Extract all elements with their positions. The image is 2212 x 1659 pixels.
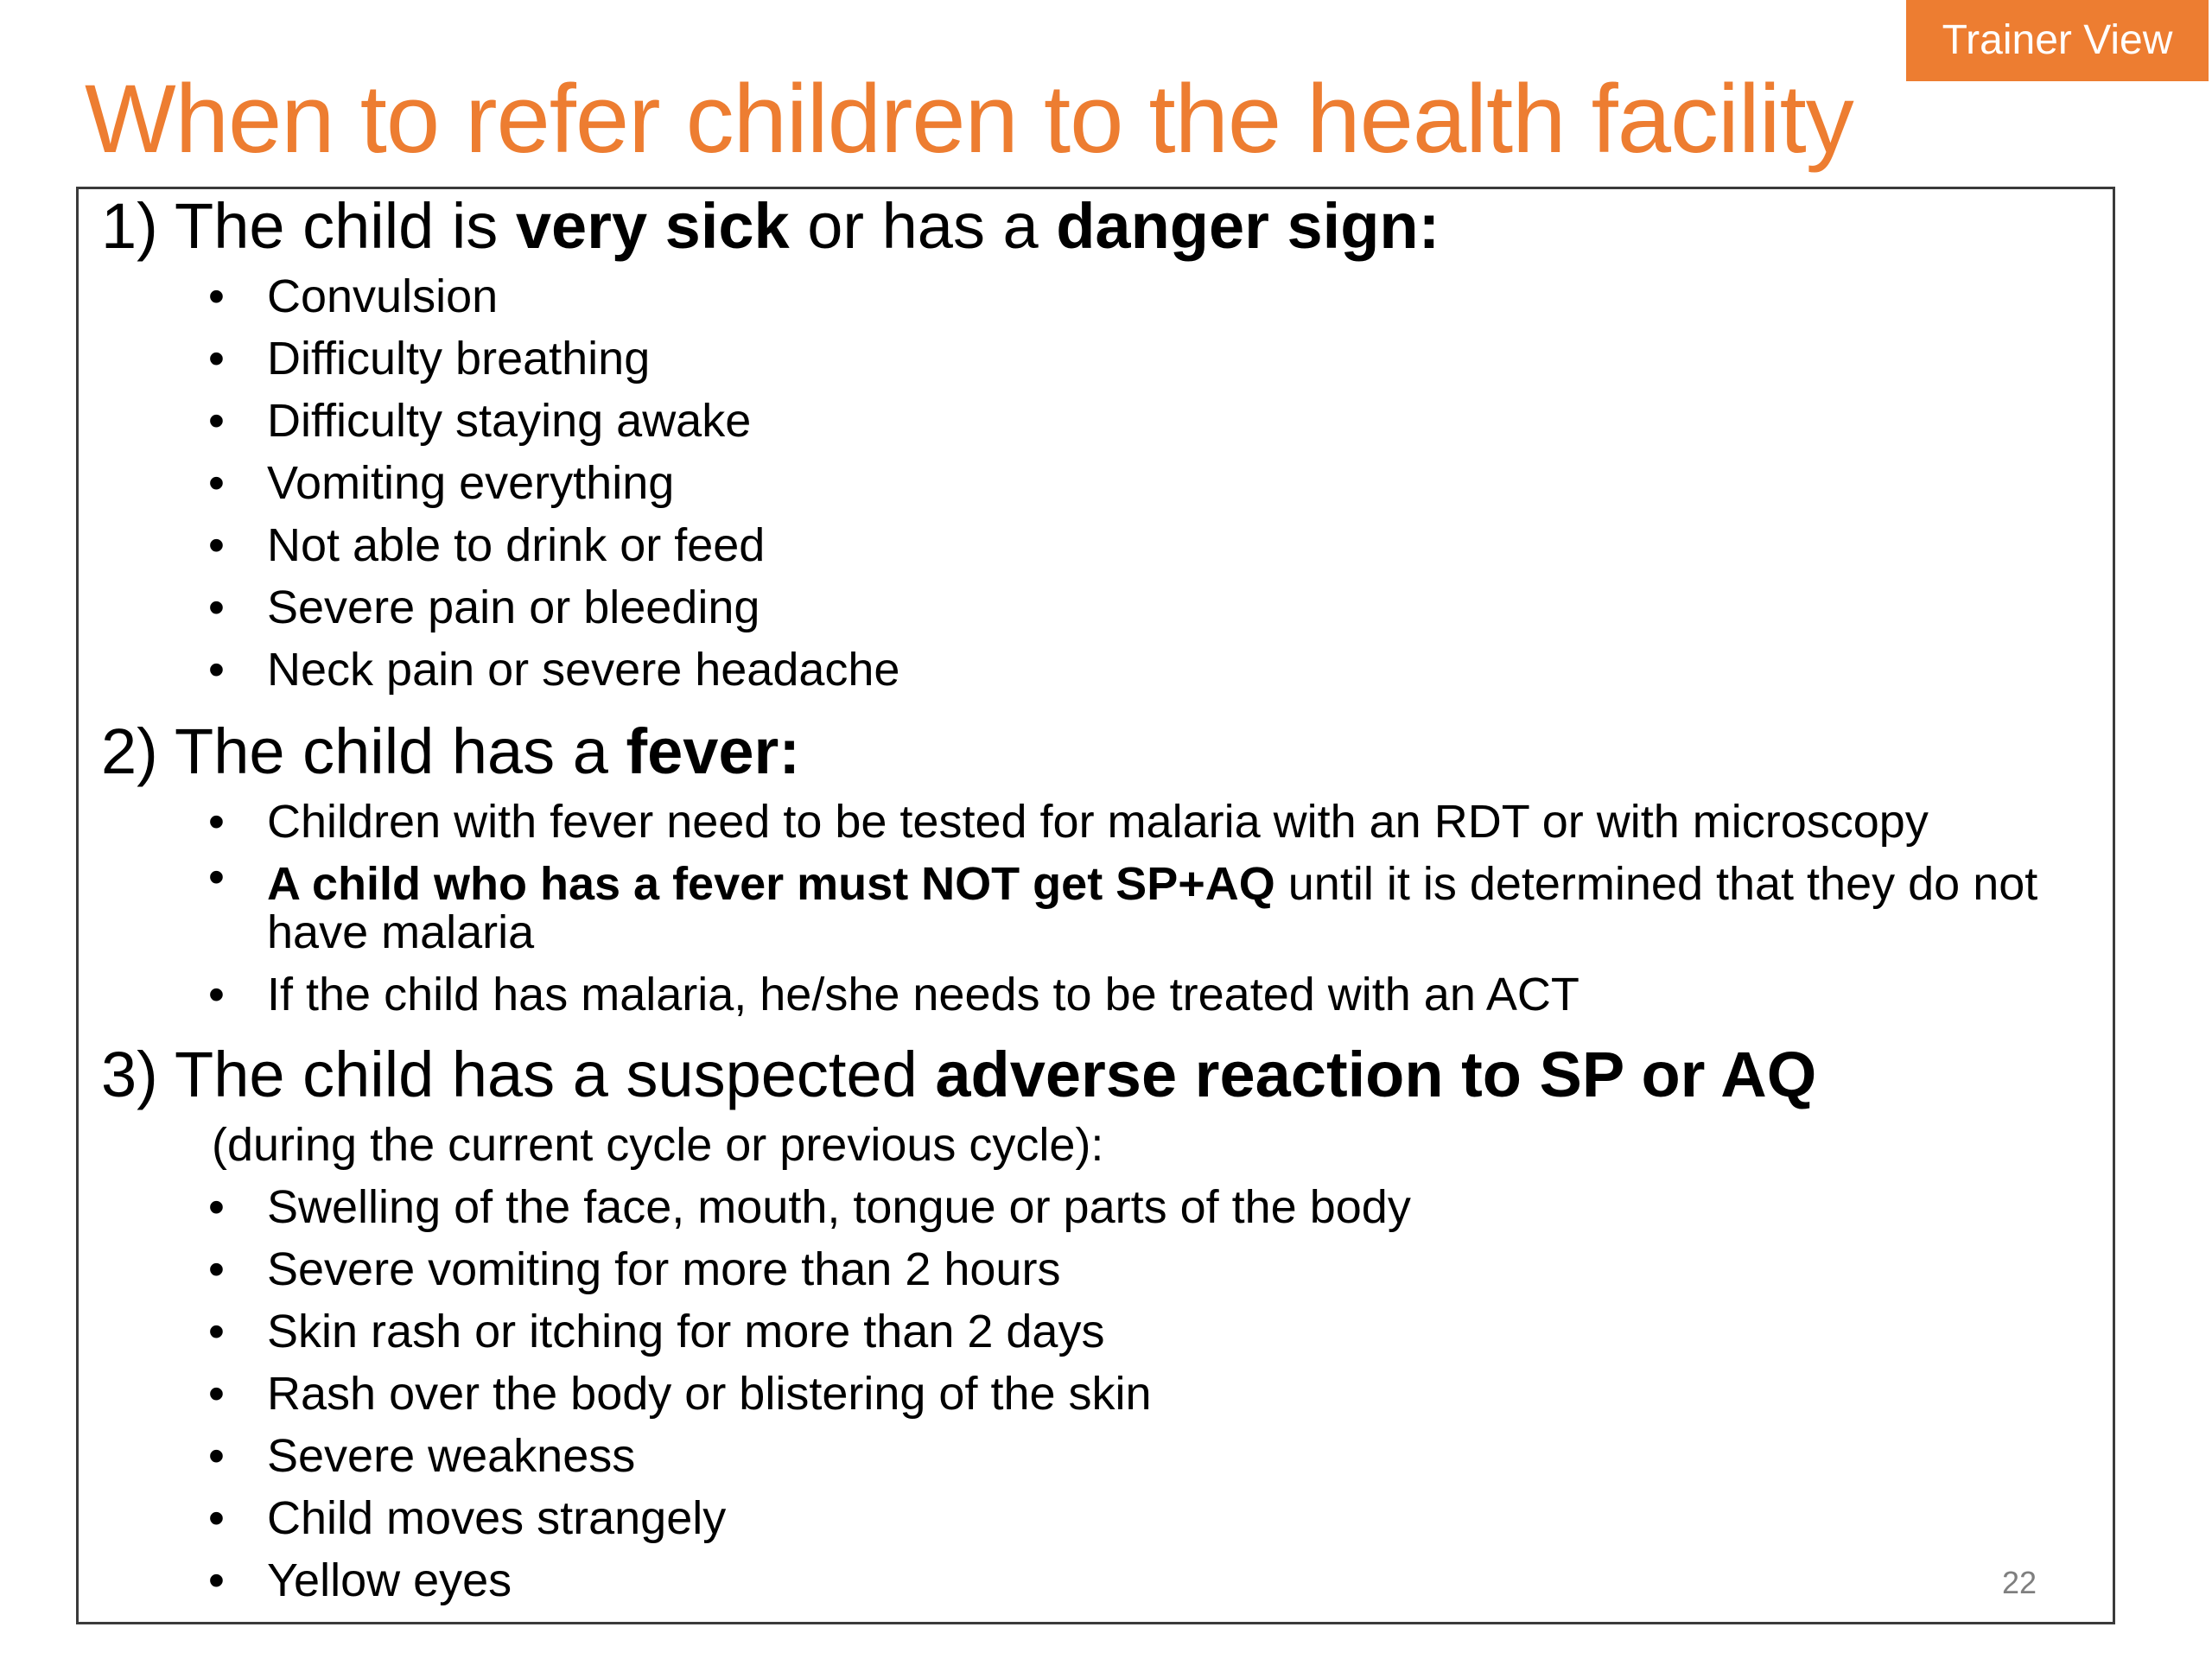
bullet-icon: • — [208, 1492, 225, 1544]
trainer-view-badge: Trainer View — [1906, 0, 2209, 81]
list-item — [79, 265, 899, 327]
bullet-icon: • — [208, 333, 225, 385]
bullet-icon: • — [208, 1430, 225, 1482]
bullet-icon: • — [208, 1306, 225, 1357]
item-text: Child moves strangely — [267, 1492, 727, 1544]
bullet-icon: • — [208, 582, 225, 633]
list-item — [79, 791, 2082, 853]
section2-heading — [101, 715, 800, 789]
item-text: Difficulty breathing — [267, 333, 651, 385]
cycle-note: (during the current cycle or previous cycle): — [212, 1119, 1104, 1171]
section1-very-sick: very sick — [515, 190, 790, 262]
list-item — [79, 1549, 1411, 1611]
bullet-icon: • — [208, 796, 225, 848]
list-item — [79, 1238, 1411, 1300]
section3-prefix: The child has a suspected — [157, 1039, 936, 1110]
item-text: Difficulty staying awake — [267, 395, 752, 447]
content-box — [76, 187, 2115, 1624]
item-text: Skin rash or itching for more than 2 days — [267, 1306, 1105, 1357]
bullet-icon: • — [208, 851, 225, 903]
bullet-icon: • — [208, 969, 225, 1020]
danger-sign-list — [79, 265, 899, 701]
section3-number: 3) — [101, 1039, 158, 1110]
item-text: Yellow eyes — [267, 1554, 512, 1606]
slide-title: When to refer children to the health facility — [85, 65, 1853, 173]
list-item — [79, 853, 2082, 963]
bullet-icon: • — [208, 644, 225, 696]
list-item — [79, 963, 2082, 1026]
adverse-reaction-list — [79, 1176, 1411, 1611]
list-item — [79, 576, 899, 639]
list-item — [79, 1425, 1411, 1487]
section1-number: 1) — [101, 190, 158, 262]
item-text: Not able to drink or feed — [267, 519, 766, 571]
section2-fever: fever: — [626, 715, 801, 787]
item-text: Severe vomiting for more than 2 hours — [267, 1243, 1061, 1295]
item-text: until it is determined that they do not have malaria — [267, 858, 2038, 958]
bullet-icon: • — [208, 457, 225, 509]
list-item — [79, 390, 899, 452]
section2-prefix: The child has a — [157, 715, 626, 787]
item-bold-text: A child who has a fever must NOT get SP+AQ — [267, 858, 1275, 910]
item-text: Children with fever need to be tested for malaria with an RDT or with microscopy — [267, 796, 1929, 848]
bullet-icon: • — [208, 1181, 225, 1233]
item-text: Swelling of the face, mouth, tongue or parts of the body — [267, 1181, 1411, 1233]
item-text: Severe weakness — [267, 1430, 636, 1482]
section1-middle: or has a — [789, 190, 1057, 262]
item-text: Vomiting everything — [267, 457, 675, 509]
list-item — [79, 514, 899, 576]
list-item — [79, 1487, 1411, 1549]
item-text: Convulsion — [267, 270, 499, 322]
section3-heading — [101, 1038, 1816, 1112]
item-text: Severe pain or bleeding — [267, 582, 760, 633]
section1-danger-sign: danger sign: — [1056, 190, 1440, 262]
list-item — [79, 1363, 1411, 1425]
item-text: Neck pain or severe headache — [267, 644, 900, 696]
list-item — [79, 452, 899, 514]
section1-heading — [101, 189, 1440, 264]
list-item — [79, 1300, 1411, 1363]
fever-list — [79, 791, 2082, 1026]
bullet-icon: • — [208, 1368, 225, 1420]
bullet-icon: • — [208, 395, 225, 447]
section3-adverse-reaction: adverse reaction to SP or AQ — [935, 1039, 1817, 1110]
section2-number: 2) — [101, 715, 158, 787]
list-item — [79, 639, 899, 701]
list-item — [79, 327, 899, 390]
bullet-icon: • — [208, 519, 225, 571]
list-item — [79, 1176, 1411, 1238]
bullet-icon: • — [208, 1243, 225, 1295]
item-text: If the child has malaria, he/she needs to be treated with an ACT — [267, 969, 1580, 1020]
page-number: 22 — [2001, 1565, 2037, 1600]
bullet-icon: • — [208, 1554, 225, 1606]
bullet-icon: • — [208, 270, 225, 322]
item-text: Rash over the body or blistering of the skin — [267, 1368, 1152, 1420]
section1-prefix: The child is — [157, 190, 516, 262]
